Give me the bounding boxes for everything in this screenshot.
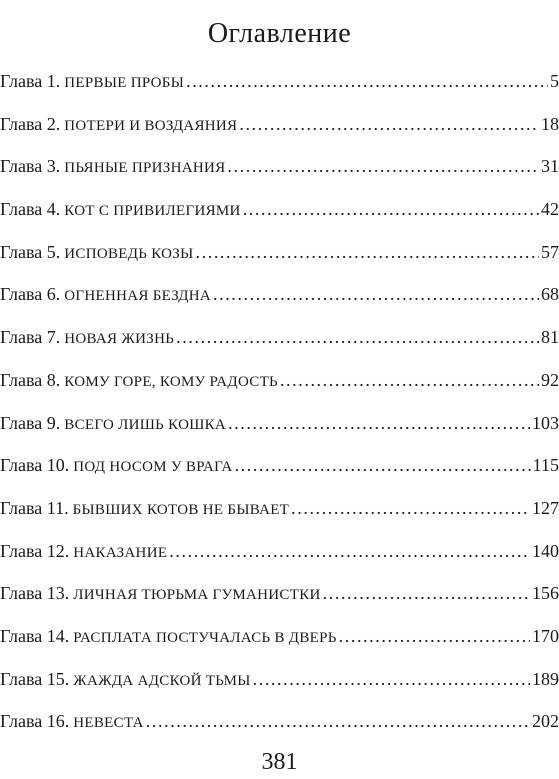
- chapter-label: Глава 4.: [0, 199, 61, 220]
- chapter-title: НАКАЗАНИЕ: [73, 544, 168, 561]
- dot-leader: [176, 316, 539, 359]
- chapter-label: Глава 3.: [0, 156, 61, 177]
- dot-leader: [186, 60, 548, 103]
- chapter-page-number: 156: [532, 583, 559, 604]
- chapter-page-number: 42: [541, 199, 559, 220]
- chapter-page-number: 202: [532, 711, 559, 732]
- toc-entry: [0, 615, 559, 658]
- chapter-title: ЖАЖДА АДСКОЙ ТЬМЫ: [73, 672, 251, 689]
- chapter-label: Глава 2.: [0, 113, 61, 134]
- chapter-page-number: 103: [532, 412, 559, 433]
- toc-entry: [0, 444, 559, 487]
- dot-leader: [323, 572, 530, 615]
- dot-leader: [243, 188, 539, 231]
- dot-leader: [291, 487, 530, 530]
- chapter-page-number: 189: [532, 668, 559, 689]
- page-title: Оглавление: [207, 17, 352, 49]
- chapter-label: Глава 1.: [0, 71, 61, 91]
- chapter-label: Глава 13.: [0, 583, 70, 604]
- toc-entry: [0, 402, 559, 445]
- toc-entry: [0, 359, 559, 402]
- chapter-title: ПЕРВЫЕ ПРОБЫ: [64, 75, 185, 91]
- chapter-page-number: 115: [532, 455, 559, 476]
- toc-entry: [0, 273, 559, 316]
- dot-leader: [339, 615, 530, 658]
- chapter-label: Глава 14.: [0, 625, 70, 646]
- chapter-title: КОТ С ПРИВИЛЕГИЯМИ: [64, 203, 241, 220]
- toc-entry: [0, 530, 559, 573]
- chapter-label: Глава 15.: [0, 668, 70, 689]
- chapter-page-number: 31: [541, 156, 559, 177]
- chapter-page-number: 57: [541, 241, 559, 262]
- chapter-title: ВСЕГО ЛИШЬ КОШКА: [64, 416, 227, 433]
- toc-entry: [0, 103, 559, 146]
- dot-leader: [235, 444, 531, 487]
- chapter-title: НЕВЕСТА: [73, 715, 144, 732]
- chapter-title: КОМУ ГОРЕ, КОМУ РАДОСТЬ: [64, 373, 278, 390]
- dot-leader: [196, 231, 539, 274]
- chapter-title: ЛИЧНАЯ ТЮРЬМА ГУМАНИСТКИ: [73, 587, 321, 604]
- dot-leader: [228, 402, 530, 445]
- toc-entry: [0, 700, 559, 743]
- page-number: 381: [261, 749, 298, 775]
- chapter-label: Глава 9.: [0, 412, 61, 433]
- dot-leader: [169, 530, 530, 573]
- dot-leader: [239, 103, 539, 146]
- chapter-title: НОВАЯ ЖИЗНЬ: [64, 331, 175, 348]
- dot-leader: [227, 145, 539, 188]
- dot-leader: [253, 658, 530, 701]
- chapter-page-number: 140: [532, 540, 559, 561]
- chapter-page-number: 170: [532, 625, 559, 646]
- chapter-title: ПЬЯНЫЕ ПРИЗНАНИЯ: [64, 160, 226, 177]
- chapter-label: Глава 11.: [0, 497, 69, 518]
- toc-entry: [0, 658, 559, 701]
- toc-entry: [0, 572, 559, 615]
- chapter-page-number: 127: [532, 497, 559, 518]
- chapter-title: БЫВШИХ КОТОВ НЕ БЫВАЕТ: [72, 501, 290, 518]
- toc-entry: [0, 60, 559, 103]
- chapter-label: Глава 5.: [0, 241, 61, 262]
- chapter-label: Глава 8.: [0, 369, 61, 390]
- toc-entry: [0, 231, 559, 274]
- chapter-page-number: 5: [550, 71, 559, 91]
- dot-leader: [213, 273, 539, 316]
- chapter-page-number: 18: [541, 113, 559, 134]
- chapter-label: Глава 10.: [0, 455, 70, 476]
- chapter-title: ПОТЕРИ И ВОЗДАЯНИЯ: [64, 117, 238, 134]
- dot-leader: [280, 359, 539, 402]
- toc-entry: [0, 316, 559, 359]
- toc-entry: [0, 487, 559, 530]
- chapter-page-number: 92: [541, 369, 559, 390]
- chapter-title: ОГНЕННАЯ БЕЗДНА: [64, 288, 211, 305]
- chapter-label: Глава 12.: [0, 540, 70, 561]
- chapter-label: Глава 6.: [0, 284, 61, 305]
- chapter-title: ПОД НОСОМ У ВРАГА: [73, 459, 233, 476]
- chapter-page-number: 81: [541, 327, 559, 348]
- chapter-label: Глава 16.: [0, 711, 70, 732]
- toc-entry: [0, 188, 559, 231]
- table-of-contents: [0, 60, 559, 743]
- chapter-title: РАСПЛАТА ПОСТУЧАЛАСЬ В ДВЕРЬ: [73, 629, 337, 646]
- toc-entry: [0, 145, 559, 188]
- chapter-title: ИСПОВЕДЬ КОЗЫ: [64, 245, 194, 262]
- chapter-page-number: 68: [541, 284, 559, 305]
- dot-leader: [146, 700, 530, 743]
- chapter-label: Глава 7.: [0, 327, 61, 348]
